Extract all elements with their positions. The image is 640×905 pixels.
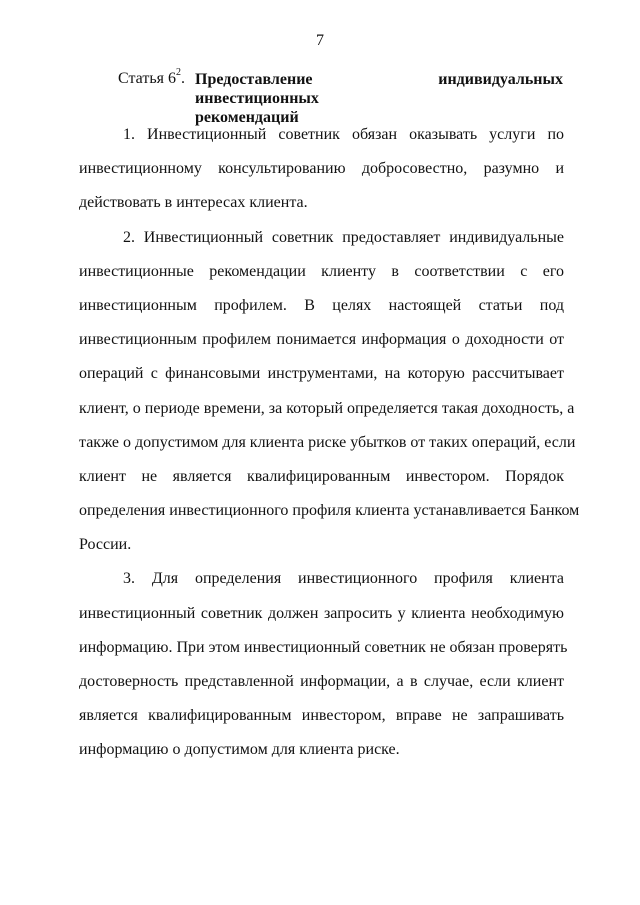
paragraph-line: инвестиционные рекомендации клиенту в соответствии с его — [79, 262, 564, 280]
page-number: 7 — [316, 32, 324, 49]
paragraph-line: информацию о допустимом для клиента риске. — [79, 741, 400, 759]
paragraph-3 — [79, 562, 568, 767]
paragraph-line: действовать в интересах клиента. — [79, 194, 308, 212]
paragraph-line: клиент не является квалифицированным инвестором. Порядок — [79, 467, 564, 485]
paragraph-line: является квалифицированным инвестором, вправе не запрашивать — [79, 707, 564, 725]
article-label-suffix: . — [180, 70, 185, 87]
paragraph-line: инвестиционным профилем. В целях настоящей статьи под — [79, 296, 564, 314]
article-label-superscript: 2 — [175, 67, 181, 78]
paragraph-line: России. — [79, 536, 132, 554]
article-body — [79, 118, 580, 768]
paragraph-line: 3. Для определения инвестиционного профиля клиента — [123, 570, 564, 588]
paragraph-line: 2. Инвестиционный советник предоставляет индивидуальные — [123, 228, 564, 246]
paragraph-line: операций с финансовыми инструментами, на которую рассчитывает — [79, 365, 564, 383]
paragraph-line: 1. Инвестиционный советник обязан оказывать услуги по — [123, 126, 564, 143]
article-label — [118, 67, 185, 88]
paragraph-line: информацию. При этом инвестиционный советник не обязан проверять — [79, 638, 568, 656]
paragraph-line: инвестиционный советник должен запросить у клиента необходимую — [79, 604, 564, 622]
paragraph-line: инвестиционным профилем понимается информация о доходности от — [79, 331, 564, 349]
article-label-prefix: Статья 6 — [118, 70, 176, 87]
paragraph-line: клиент, о периоде времени, за который определяется такая доходность, а — [79, 399, 575, 417]
paragraph-line: инвестиционному консультированию добросовестно, разумно и — [79, 160, 564, 178]
article-title-line-1: Предоставление индивидуальных инвестиционных — [195, 71, 563, 107]
paragraph-1 — [79, 118, 564, 221]
paragraph-line: достоверность представленной информации, а в случае, если клиент — [79, 673, 564, 690]
paragraph-line: также о допустимом для клиента риске убытков от таких операций, если — [79, 433, 576, 451]
article-title-line-2: рекомендаций — [195, 109, 299, 126]
paragraph-2 — [79, 221, 580, 563]
paragraph-line: определения инвестиционного профиля клиента устанавливается Банком — [79, 502, 580, 520]
